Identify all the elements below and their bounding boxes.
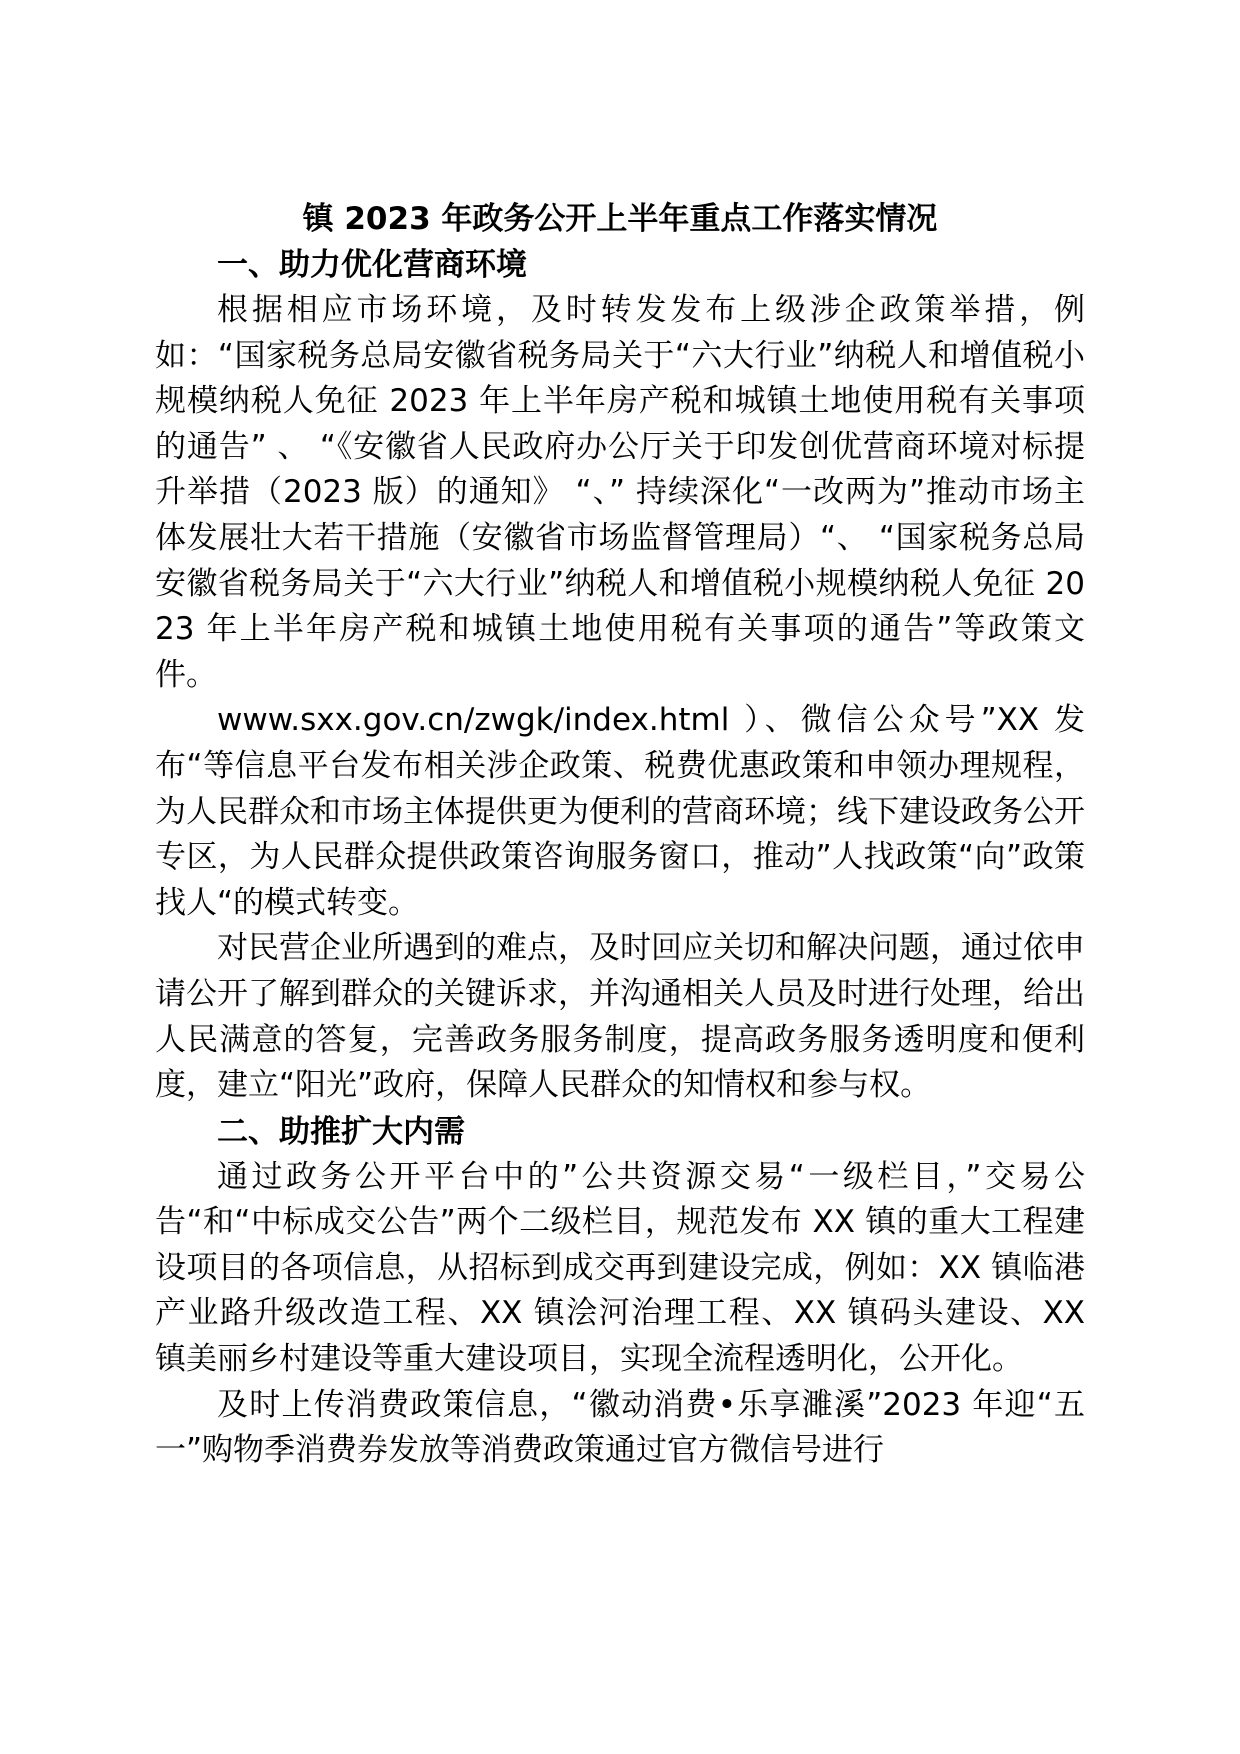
section-heading: 二、助推扩大内需 [217,1113,465,1150]
paragraph: 通过政务公开平台中的”公共资源交易“一级栏目，”交易公告“和“中标成交公告”两个二级栏目，规范发布 XX 镇的重大工程建设项目的各项信息，从招标到成交再到建设完成，例如：XX 镇临港产业路升级改造工程、XX 镇浍河治理工程、XX 镇码头建设、XX 镇美丽乡村建设等重大建设项目，实现全流程透明化，公开化。 [155,1158,1085,1378]
paragraph: 及时上传消费政策信息，“徽动消费•乐享濉溪”2023 年迎“五一”购物季消费券发放等消费政策通过官方微信号进行 [155,1386,1085,1469]
paragraph: 根据相应市场环境，及时转发发布上级涉企政策举措，例如：“国家税务总局安徽省税务局关于“六大行业”纳税人和增值税小规模纳税人免征 2023 年上半年房产税和城镇土地使用税有关事项的通告” 、 “《安徽省人民政府办公厅关于印发创优营商环境对标提升举措（2023 版）的通知》 “、” 持续深化“一改两为”推动市场主体发展壮大若干措施（安徽省市场监督管理局）“、 “国家税务总局安徽省税务局关于“六大行业”纳税人和增值税小规模纳税人免征 2023 年上半年房产税和城镇土地使用税有关事项的通告”等政策文件。 [155,292,1085,693]
paragraph: 对民营企业所遇到的难点，及时回应关切和解决问题，通过依申请公开了解到群众的关键诉求，并沟通相关人员及时进行处理，给出人民满意的答复，完善政务服务制度，提高政务服务透明度和便利度，建立“阳光”政府，保障人民群众的知情权和参与权。 [155,930,1085,1104]
document-title: 镇 2023 年政务公开上半年重点工作落实情况 [302,201,938,237]
paragraph: www.sxx.gov.cn/zwgk/index.html ）、微信公众号”XX 发布“等信息平台发布相关涉企政策、税费优惠政策和申领办理规程，为人民群众和市场主体提供更为便利的营商环境；线下建设政务公开专区，为人民群众提供政策咨询服务窗口，推动”人找政策“向”政策找人“的模式转变。 [155,702,1085,921]
document-body [155,196,1085,1474]
section-heading: 一、助力优化营商环境 [217,247,527,283]
